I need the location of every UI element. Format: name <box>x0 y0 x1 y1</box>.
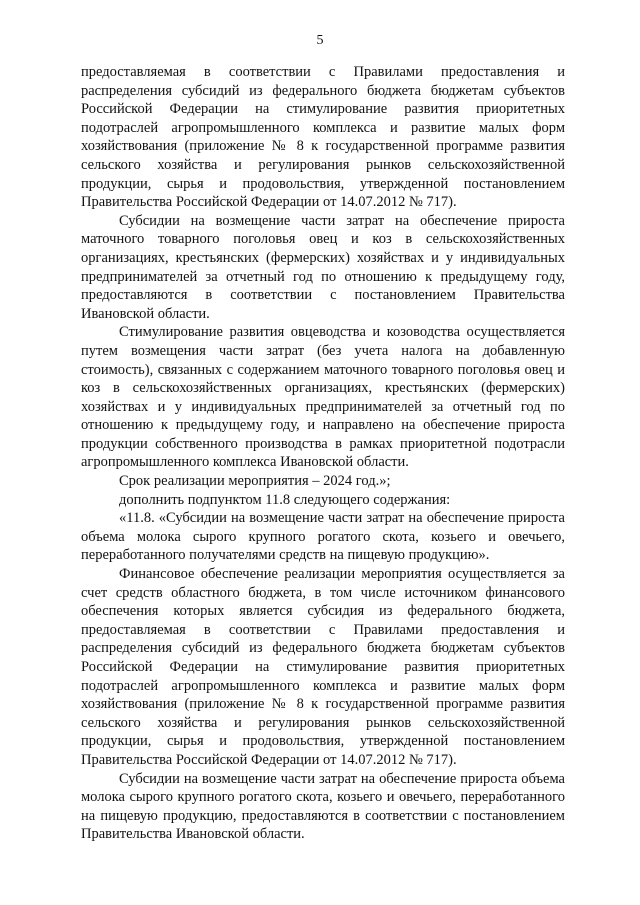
paragraph-subitem-11-8: «11.8. «Субсидии на возмещение части затрат на обеспечение прироста объема молока сырого крупного рогатого скота, козьего и овечьего, переработанного получателями средств на пищевую продукцию». <box>81 510 565 564</box>
paragraph-sheep-goat-subsidy: Субсидии на возмещение части затрат на обеспечение прироста маточного товарного поголовья овец и коз в сельскохозяйственных организациях, крестьянских (фермерских) хозяйствах и у индивидуальных предпринимателей за отчетный год по отношению к предыдущему году, предоставляются в соответствии с постановлением Правительства Ивановской области. <box>81 212 565 322</box>
paragraph-milk-subsidy: Субсидии на возмещение части затрат на обеспечение прироста объема молока сырого крупного рогатого скота, козьего и овечьего, переработанного на пищевую продукцию, предоставляются в соответствии с постановлением Правительства Ивановской области. <box>81 770 565 843</box>
document-body <box>81 63 565 844</box>
paragraph-financing: Финансовое обеспечение реализации мероприятия осуществляется за счет средств областного бюджета, в том числе источником финансового обеспечения которых является субсидия из федерального бюджета, предоставляемая в соответствии с Правилами предоставления и распределения субсидий из федерального бюджета бюджетам субъектов Российской Федерации на стимулирование развития приоритетных подотраслей агропромышленного комплекса и развитие малых форм хозяйствования (приложение № 8 к государственной программе развития сельского хозяйства и регулирования рынков сельскохозяйственной продукции, сырья и продовольствия, утвержденной постановлением Правительства Российской Федерации от 14.07.2012 № 717). <box>81 566 565 768</box>
paragraph-continuation: предоставляемая в соответствии с Правилами предоставления и распределения субсидий из федерального бюджета бюджетам субъектов Российской Федерации на стимулирование развития приоритетных подотраслей агропромышленного комплекса и развитие малых форм хозяйствования (приложение № 8 к государственной программе развития сельского хозяйства и регулирования рынков сельскохозяйственной продукции, сырья и продовольствия, утвержденной постановлением Правительства Российской Федерации от 14.07.2012 № 717). <box>81 64 565 211</box>
paragraph-amendment: дополнить подпунктом 11.8 следующего содержания: <box>119 491 451 508</box>
paragraph-term: Срок реализации мероприятия – 2024 год.»; <box>119 473 391 490</box>
paragraph-stimulation: Стимулирование развития овцеводства и козоводства осуществляется путем возмещения части затрат (без учета налога на добавленную стоимость), связанных с содержанием маточного товарного поголовья овец и коз в сельскохозяйственных организациях, крестьянских (фермерских) хозяйствах и у индивидуальных предпринимателей за отчетный год по отношению к предыдущему году, и направлено на обеспечение прироста продукции собственного производства в рамках приоритетной подотрасли агропромышленного комплекса Ивановской области. <box>81 324 565 471</box>
page-number: 5 <box>316 33 324 48</box>
